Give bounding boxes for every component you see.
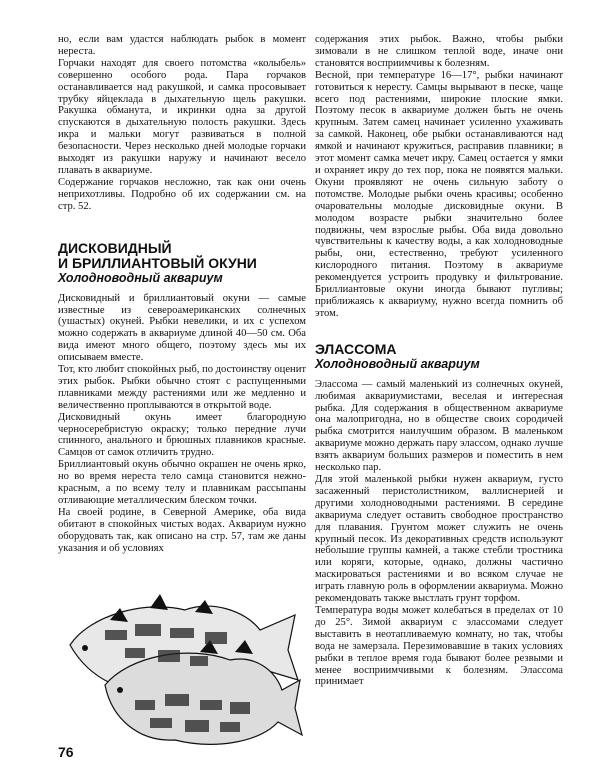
paragraph: содержания этих рыбок. Важно, чтобы рыбки зимовали в не слишком теплой воде, иначе они становятся восприимчивы к болезням. — [315, 34, 563, 69]
section-title-line: ДИСКОВИДНЫЙ — [58, 239, 172, 256]
section-title — [58, 241, 306, 271]
fish-illustration — [50, 590, 305, 755]
paragraph: Бриллиантовый окунь обычно окрашен не очень ярко, но во время нереста тело самца становится нежно-красным, а по всему телу и плавникам рассыпаны отливающие металлическим блеском точки. — [58, 459, 306, 506]
paragraph: Тот, кто любит спокойных рыб, по достоинству оценит этих рыбок. Рыбки обычно стоят с распущенными плавниками между растениями или же медленно и величественно проплываются в открытой воде. — [58, 364, 306, 411]
paragraph: Весной, при температуре 16—17°, рыбки начинают готовиться к нересту. Самцы вырывают в песке, чаще всего под растениями, широкие плоские ямки. Поэтому песок в аквариуме должен быть не очень крупным. Затем самец начинает усиленно ухаживать за самкой. Наконец, обе рыбки останавливаются над ямкой и начинают кружиться, расправив плавники; в этот момент самка мечет икру. Самец остается у ямки и охраняет икру до тех пор, пока не появятся мальки. Окуни проявляют не очень сильную заботу о потомстве. Молодые рыбки очень красивы; особенно очаровательны молодые дисковидные окуни. В молодом возрасте рыбки значительно более подвижны, чем взрослые рыбы. Оба вида довольно чувствительны к качеству воды, а как холодноводные рыбы, они, естественно, требуют усиленного кислородного питания. Поэтому в аквариуме рекомендуется устроить продувку и фильтрование. Бриллиантовые окуни иногда бывают пугливы; приближаясь к аквариуму, нужно всегда помнить об этом. — [315, 69, 563, 319]
right-column — [315, 34, 563, 688]
paragraph: Элассома — самый маленький из солнечных окуней, любимая аквариумистами, веселая и интересная рыбка. Для содержания в общественном аквариуме она малопригодна, но в обществе своих сородичей рыбка смотрится наилучшим образом. В маленьком аквариуме можно держать пару элассом, однако лучше взять аквариум больших размеров и поместить в нем несколько пар. — [315, 378, 563, 474]
paragraph: но, если вам удастся наблюдать рыбок в момент нереста. — [58, 34, 306, 57]
paragraph: Горчаки находят для своего потомства «колыбель» совершенно особого рода. Пара горчаков останавливается над ракушкой, и самка просовывает трубку яйцеклада в дыхательную щель ракушки. Ракушка обманута, и икринки одна за другой спускаются в дыхательную полость ракушки. Здесь икра и мальки могут развиваться в полной безопасности. Через несколько дней молодые горчаки выходят из ракушки наружу и начинают весело плавать в аквариуме. — [58, 57, 306, 176]
paragraph: На своей родине, в Северной Америке, оба вида обитают в спокойных чистых водах. Аквариум нужно оборудовать так, как описано на стр. 57, там же даны указания и об условиях — [58, 506, 306, 554]
page-number: 76 — [58, 744, 74, 760]
paragraph: Для этой маленькой рыбки нужен аквариум, густо засаженный перистолистником, валлиснерией и другими холодноводными растениями. В середине аквариума следует оставить свободное пространство для плавания. Грунтом может служить не очень крупный песок. Из декоративных средств используют небольшие группы камней, а также стебли тростника или коряги, которые, однако, должны частично маскироваться растениями и во всяком случае не играть главную роль в оформлении аквариума. Можно рекомендовать также выстлать грунт торфом. — [315, 474, 563, 605]
paragraph: Дисковидный и бриллиантовый окуни — самые известные из североамериканских солнечных (ушастых) окуней. Рыбки невелики, и их с успехом можно содержать в аквариуме длиной 40—50 см. Оба вида имеют много общего, поэтому здесь мы их описываем вместе. — [58, 292, 306, 364]
paragraph: Температура воды может колебаться в пределах от 10 до 25°. Зимой аквариум с элассомами следует выставить в неотапливаемую комнату, но так, чтобы вода не замерзала. Перезимовавшие в таких условиях рыбки в теплое время года бывают более резвыми и менее восприимчивыми к болезням. Элассома принимает — [315, 604, 563, 688]
section-subtitle: Холодноводный аквариум — [58, 270, 223, 285]
section-title: ЭЛАССОМА — [315, 340, 397, 357]
paragraph: Дисковидный окунь имеет благородную черносеребристую окраску; только передние лучи спинного, анального и брюшных плавников красные. Самцов от самок отличить трудно. — [58, 411, 306, 459]
paragraph: Содержание горчаков несложно, так как они очень неприхотливы. Подробно об их содержании см. на стр. 52. — [58, 176, 306, 212]
section-title-line: И БРИЛЛИАНТОВЫЙ ОКУНИ — [58, 254, 257, 271]
left-column — [58, 34, 306, 555]
section-subtitle: Холодноводный аквариум — [315, 356, 480, 371]
